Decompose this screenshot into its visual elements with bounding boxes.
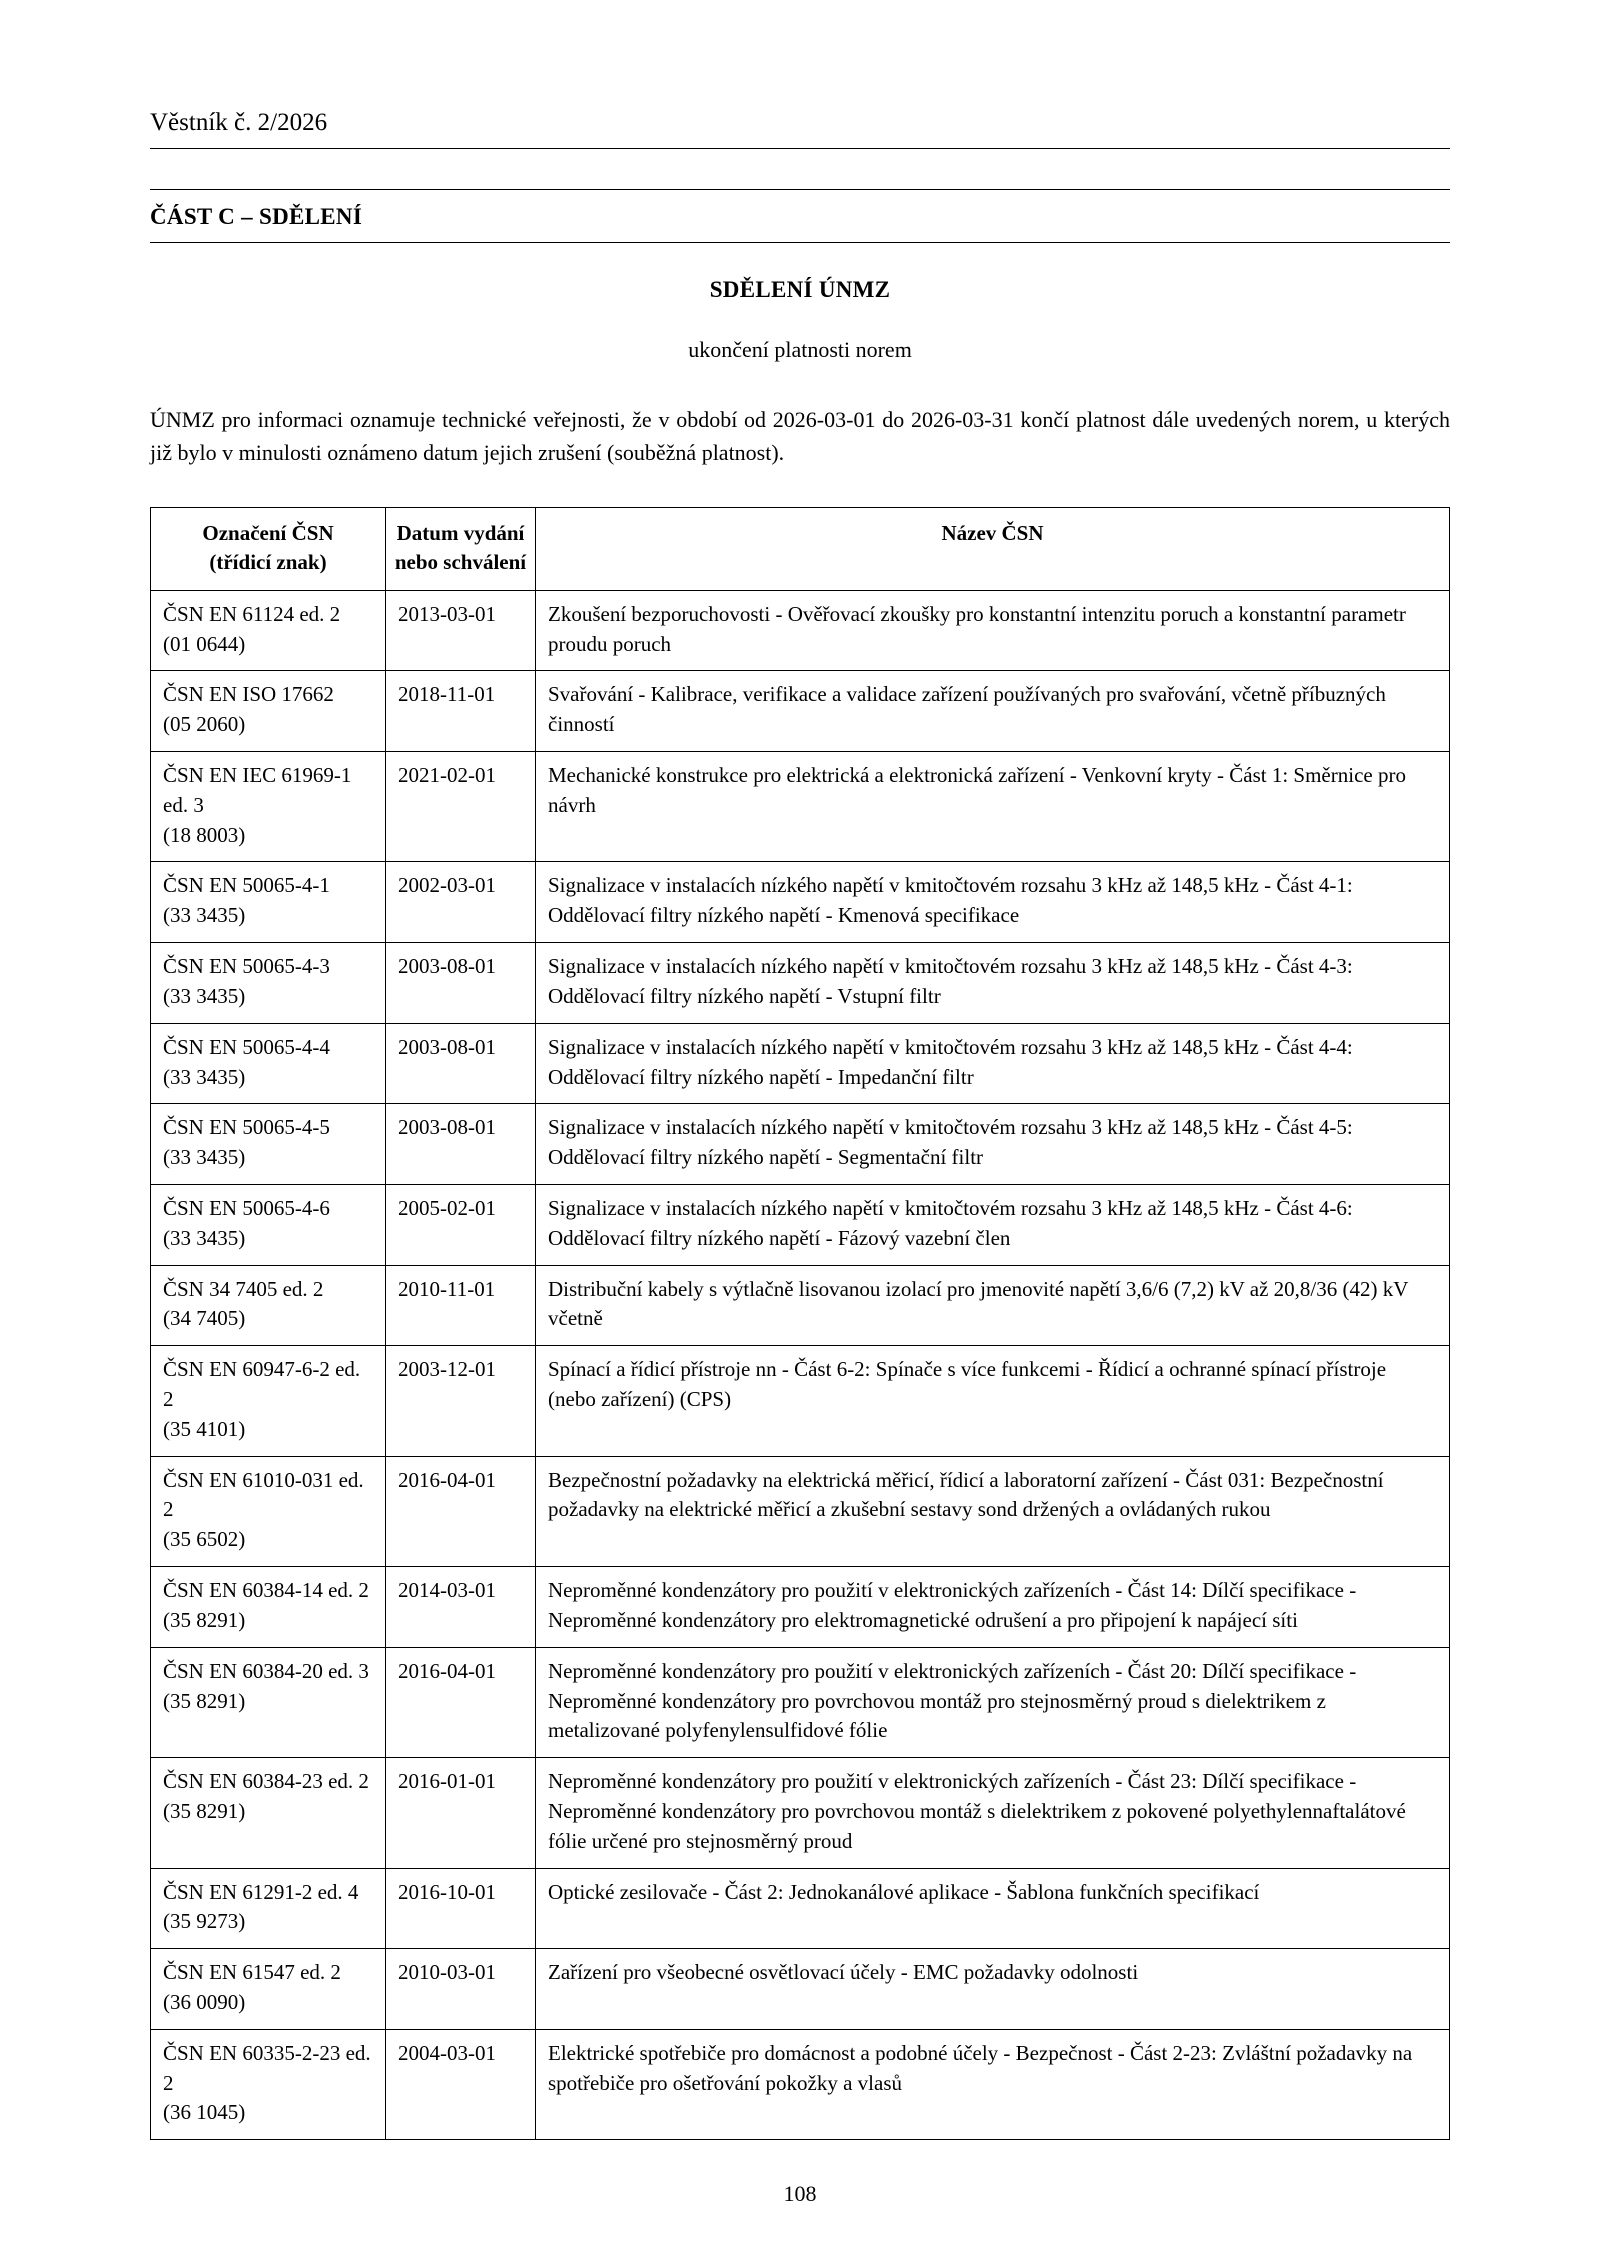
table-header-row: [151, 508, 1450, 591]
column-header-date-line1: Datum vydání: [396, 521, 525, 545]
table-row: [151, 1758, 1450, 1868]
standard-designation: ČSN EN 61547 ed. 2: [163, 1960, 341, 1985]
standard-class-mark: (35 8291): [163, 1688, 246, 1713]
table-row: [151, 862, 1450, 943]
standard-class-mark: (35 9273): [163, 1909, 246, 1934]
part-heading: ČÁST C – SDĚLENÍ: [150, 204, 363, 229]
standard-designation: ČSN EN 61124 ed. 2: [163, 601, 341, 626]
cell-date: 2013-03-01: [386, 590, 536, 671]
table-row: [151, 1023, 1450, 1104]
column-header-date: [386, 508, 536, 591]
table-row: [151, 1647, 1450, 1757]
standard-designation: ČSN EN 60335-2-23 ed. 2: [163, 2040, 371, 2095]
cell-date: 2016-01-01: [386, 1758, 536, 1868]
cell-designation: [151, 1184, 386, 1265]
standard-designation: ČSN 34 7405 ed. 2: [163, 1276, 324, 1301]
cell-name: Signalizace v instalacích nízkého napětí v kmitočtovém rozsahu 3 kHz až 148,5 kHz - Část 4-4: Oddělovací filtry nízkého napětí - Impedanční filtr: [536, 1023, 1450, 1104]
page-number: 108: [783, 2181, 817, 2206]
standard-class-mark: (33 3435): [163, 1064, 246, 1089]
table-body: [151, 590, 1450, 2140]
cell-name: Signalizace v instalacích nízkého napětí v kmitočtovém rozsahu 3 kHz až 148,5 kHz - Část 4-6: Oddělovací filtry nízkého napětí - Fázový vazební člen: [536, 1184, 1450, 1265]
cell-name: Spínací a řídicí přístroje nn - Část 6-2: Spínače s více funkcemi - Řídicí a ochranné spínací přístroje (nebo zařízení) (CPS): [536, 1346, 1450, 1456]
standard-class-mark: (35 8291): [163, 1607, 246, 1632]
standard-class-mark: (34 7405): [163, 1306, 246, 1331]
table-row: [151, 943, 1450, 1024]
cell-designation: [151, 1265, 386, 1346]
cell-name: Optické zesilovače - Část 2: Jednokanálové aplikace - Šablona funkčních specifikací: [536, 1868, 1450, 1949]
cell-name: Signalizace v instalacích nízkého napětí v kmitočtovém rozsahu 3 kHz až 148,5 kHz - Část 4-5: Oddělovací filtry nízkého napětí - Segmentační filtr: [536, 1104, 1450, 1185]
cell-designation: [151, 1758, 386, 1868]
table-row: [151, 1104, 1450, 1185]
table-row: [151, 590, 1450, 671]
standard-designation: ČSN EN 61291-2 ed. 4: [163, 1879, 359, 1904]
cell-date: 2003-12-01: [386, 1346, 536, 1456]
cell-designation: [151, 862, 386, 943]
standard-class-mark: (36 1045): [163, 2100, 246, 2125]
table-row: [151, 1949, 1450, 2030]
cell-date: 2016-04-01: [386, 1456, 536, 1566]
page-header: [150, 108, 1450, 148]
intro-paragraph: ÚNMZ pro informaci oznamuje technické veřejnosti, že v období od 2026-03-01 do 2026-03-31 končí platnost dále uvedených norem, u kterých již bylo v minulosti oznámeno datum jejich zrušení (souběžná platnost).: [150, 407, 1450, 465]
table-row: [151, 1567, 1450, 1648]
standard-designation: ČSN EN 50065-4-4: [163, 1034, 330, 1059]
standard-class-mark: (33 3435): [163, 1225, 246, 1250]
table-row: [151, 1456, 1450, 1566]
cell-name: Elektrické spotřebiče pro domácnost a podobné účely - Bezpečnost - Část 2-23: Zvláštní požadavky na spotřebiče pro ošetřování pokožky a vlasů: [536, 2029, 1450, 2139]
standard-class-mark: (35 6502): [163, 1527, 246, 1552]
standard-class-mark: (33 3435): [163, 983, 246, 1008]
column-header-designation: [151, 508, 386, 591]
standard-class-mark: (18 8003): [163, 822, 246, 847]
standard-class-mark: (01 0644): [163, 631, 246, 656]
cell-date: 2004-03-01: [386, 2029, 536, 2139]
cell-designation: [151, 1456, 386, 1566]
withdrawn-standards-table: [150, 507, 1450, 2140]
bulletin-title: Věstník č. 2/2026: [150, 109, 328, 136]
cell-name: Svařování - Kalibrace, verifikace a validace zařízení používaných pro svařování, včetně příbuzných činností: [536, 671, 1450, 752]
standard-class-mark: (35 4101): [163, 1416, 246, 1441]
cell-date: 2003-08-01: [386, 943, 536, 1024]
cell-designation: [151, 590, 386, 671]
cell-name: Signalizace v instalacích nízkého napětí v kmitočtovém rozsahu 3 kHz až 148,5 kHz - Část 4-3: Oddělovací filtry nízkého napětí - Vstupní filtr: [536, 943, 1450, 1024]
cell-name: Zkoušení bezporuchovosti - Ověřovací zkoušky pro konstantní intenzitu poruch a konstantní parametr proudu poruch: [536, 590, 1450, 671]
cell-designation: [151, 1104, 386, 1185]
standard-designation: ČSN EN 50065-4-6: [163, 1195, 330, 1220]
standard-class-mark: (33 3435): [163, 1145, 246, 1170]
cell-name: Signalizace v instalacích nízkého napětí v kmitočtovém rozsahu 3 kHz až 148,5 kHz - Část 4-1: Oddělovací filtry nízkého napětí - Kmenová specifikace: [536, 862, 1450, 943]
cell-designation: [151, 1949, 386, 2030]
standard-designation: ČSN EN 50065-4-1: [163, 873, 330, 898]
cell-name: Zařízení pro všeobecné osvětlovací účely - EMC požadavky odolnosti: [536, 1949, 1450, 2030]
standard-class-mark: (35 8291): [163, 1798, 246, 1823]
spacer-after-header: [150, 149, 1450, 189]
cell-date: 2016-04-01: [386, 1647, 536, 1757]
cell-name: Mechanické konstrukce pro elektrická a elektronická zařízení - Venkovní kryty - Část 1: Směrnice pro návrh: [536, 752, 1450, 862]
cell-date: 2014-03-01: [386, 1567, 536, 1648]
standard-designation: ČSN EN 60384-23 ed. 2: [163, 1769, 369, 1794]
standard-class-mark: (05 2060): [163, 712, 246, 737]
cell-designation: [151, 2029, 386, 2139]
section-subheading: ukončení platnosti norem: [688, 337, 912, 362]
standard-designation: ČSN EN 50065-4-3: [163, 954, 330, 979]
cell-date: 2002-03-01: [386, 862, 536, 943]
cell-name: Neproměnné kondenzátory pro použití v elektronických zařízeních - Část 14: Dílčí specifikace - Neproměnné kondenzátory pro elektromagnetické odrušení a pro připojení k napájecí síti: [536, 1567, 1450, 1648]
standard-designation: ČSN EN 60947-6-2 ed. 2: [163, 1357, 361, 1412]
cell-name: Bezpečnostní požadavky na elektrická měřicí, řídicí a laboratorní zařízení - Část 031: Bezpečnostní požadavky na elektrické měřicí a zkušební sestavy sond držených a ovládaných rukou: [536, 1456, 1450, 1566]
section-heading: SDĚLENÍ ÚNMZ: [709, 277, 891, 302]
cell-date: 2018-11-01: [386, 671, 536, 752]
cell-date: 2005-02-01: [386, 1184, 536, 1265]
cell-designation: [151, 1346, 386, 1456]
cell-designation: [151, 1567, 386, 1648]
cell-date: 2003-08-01: [386, 1104, 536, 1185]
table-row: [151, 1265, 1450, 1346]
spacer-before-section: [150, 243, 1450, 277]
cell-name: Neproměnné kondenzátory pro použití v elektronických zařízeních - Část 23: Dílčí specifikace - Neproměnné kondenzátory pro povrchovou montáž s dielektrikem z pokovené polyethylennaftalátové fólie určené pro stejnosměrný proud: [536, 1758, 1450, 1868]
cell-date: 2003-08-01: [386, 1023, 536, 1104]
cell-designation: [151, 671, 386, 752]
table-row: [151, 1184, 1450, 1265]
column-header-designation-line2: (třídicí znak): [209, 550, 327, 575]
cell-designation: [151, 1023, 386, 1104]
standard-designation: ČSN EN 61010-031 ed. 2: [163, 1467, 364, 1522]
standard-designation: ČSN EN 60384-14 ed. 2: [163, 1578, 369, 1603]
cell-designation: [151, 943, 386, 1024]
cell-name: Neproměnné kondenzátory pro použití v elektronických zařízeních - Část 20: Dílčí specifikace - Neproměnné kondenzátory pro povrchovou montáž pro stejnosměrný proud s dielektrikem z metalizované polyfenylensulfidové fólie: [536, 1647, 1450, 1757]
table-row: [151, 752, 1450, 862]
cell-date: 2010-11-01: [386, 1265, 536, 1346]
standard-designation: ČSN EN ISO 17662: [163, 682, 334, 707]
table-row: [151, 1346, 1450, 1456]
table-row: [151, 2029, 1450, 2139]
cell-date: 2016-10-01: [386, 1868, 536, 1949]
cell-designation: [151, 752, 386, 862]
table-row: [151, 671, 1450, 752]
standard-designation: ČSN EN IEC 61969-1 ed. 3: [163, 763, 352, 817]
column-header-name: Název ČSN: [536, 508, 1450, 591]
column-header-designation-line1: Označení ČSN: [202, 521, 334, 545]
standard-class-mark: (33 3435): [163, 903, 246, 928]
table-row: [151, 1868, 1450, 1949]
cell-name: Distribuční kabely s výtlačně lisovanou izolací pro jmenovité napětí 3,6/6 (7,2) kV až 20,8/36 (42) kV včetně: [536, 1265, 1450, 1346]
cell-designation: [151, 1647, 386, 1757]
standard-designation: ČSN EN 60384-20 ed. 3: [163, 1658, 369, 1683]
standard-class-mark: (36 0090): [163, 1990, 246, 2015]
standard-designation: ČSN EN 50065-4-5: [163, 1115, 330, 1140]
cell-date: 2010-03-01: [386, 1949, 536, 2030]
cell-designation: [151, 1868, 386, 1949]
column-header-date-line2: nebo schválení: [394, 550, 527, 575]
cell-date: 2021-02-01: [386, 752, 536, 862]
